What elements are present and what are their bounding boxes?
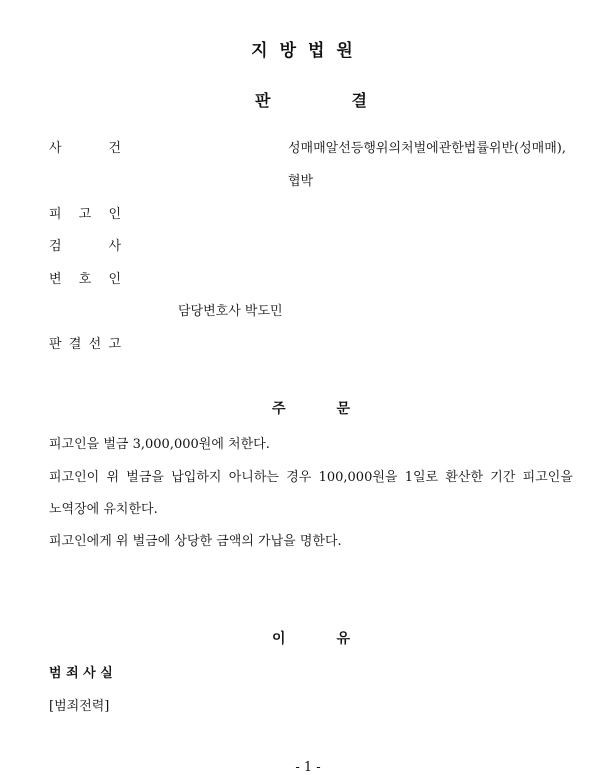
verdict-date-label-char: 고 <box>108 337 121 352</box>
ruling-line-2-word: 벌금을 <box>126 470 164 485</box>
ruling-line-2-word: 위 <box>106 470 120 485</box>
ruling-line-2-word: 피고인이 <box>49 470 100 485</box>
reasons-heading-char: 유 <box>336 631 350 647</box>
ruling-line-2-word: 아니하는 <box>228 470 279 485</box>
defendant-label-char: 피 <box>49 207 62 222</box>
counsel-value: 담당변호사 박도민 <box>178 304 283 319</box>
verdict-date-label-char: 결 <box>68 337 82 352</box>
counsel-label-char: 호 <box>78 272 92 287</box>
ruling-line-2-word: 100,000원을 <box>318 470 398 485</box>
ruling-heading-char: 주 <box>272 401 286 417</box>
reasons-heading <box>272 628 350 648</box>
defendant-label <box>49 203 121 222</box>
ruling-line-2 <box>49 466 573 485</box>
page-number: - 1 - <box>295 760 321 775</box>
ruling-line-2-word: 1일로 <box>404 470 439 485</box>
facts-heading: 범 죄 사 실 <box>49 666 113 681</box>
ruling-heading <box>272 398 350 418</box>
case-value-line2: 협박 <box>288 174 314 189</box>
prosecutor-label-char: 사 <box>108 239 121 254</box>
defendant-label-char: 고 <box>78 207 92 222</box>
defendant-label-char: 인 <box>108 207 121 222</box>
verdict-date-label <box>49 333 121 352</box>
case-value-line1: 성매매알선등행위의처벌에관한법률위반(성매매), <box>288 141 566 156</box>
priors-label: [범죄전력] <box>49 699 110 714</box>
ruling-line-2-word: 환산한 <box>445 470 484 485</box>
counsel-label-char: 인 <box>108 272 121 287</box>
court-name: 지방법원 <box>251 41 365 61</box>
ruling-line-2-word: 납입하지 <box>171 470 222 485</box>
case-label-char: 건 <box>108 141 121 156</box>
reasons-heading-char: 이 <box>272 631 286 647</box>
verdict-date-label-char: 선 <box>88 337 102 352</box>
ruling-line-3: 노역장에 유치한다. <box>49 502 158 517</box>
verdict-date-label-char: 판 <box>49 337 62 352</box>
prosecutor-label <box>49 235 121 254</box>
ruling-heading-char: 문 <box>336 401 350 417</box>
document-title <box>255 88 367 111</box>
ruling-line-1: 피고인을 벌금 3,000,000원에 처한다. <box>49 437 270 452</box>
counsel-label-char: 변 <box>49 272 62 287</box>
document-title-char-2: 결 <box>351 91 367 110</box>
ruling-line-4: 피고인에게 위 벌금에 상당한 금액의 가납을 명한다. <box>49 534 342 549</box>
case-label <box>49 137 121 156</box>
document-title-char-1: 판 <box>255 91 271 110</box>
ruling-line-2-word: 피고인을 <box>522 470 573 485</box>
counsel-label <box>49 268 121 287</box>
ruling-line-2-word: 경우 <box>286 470 312 485</box>
ruling-line-2-word: 기간 <box>490 470 516 485</box>
prosecutor-label-char: 검 <box>49 239 62 254</box>
case-label-char: 사 <box>49 141 62 156</box>
